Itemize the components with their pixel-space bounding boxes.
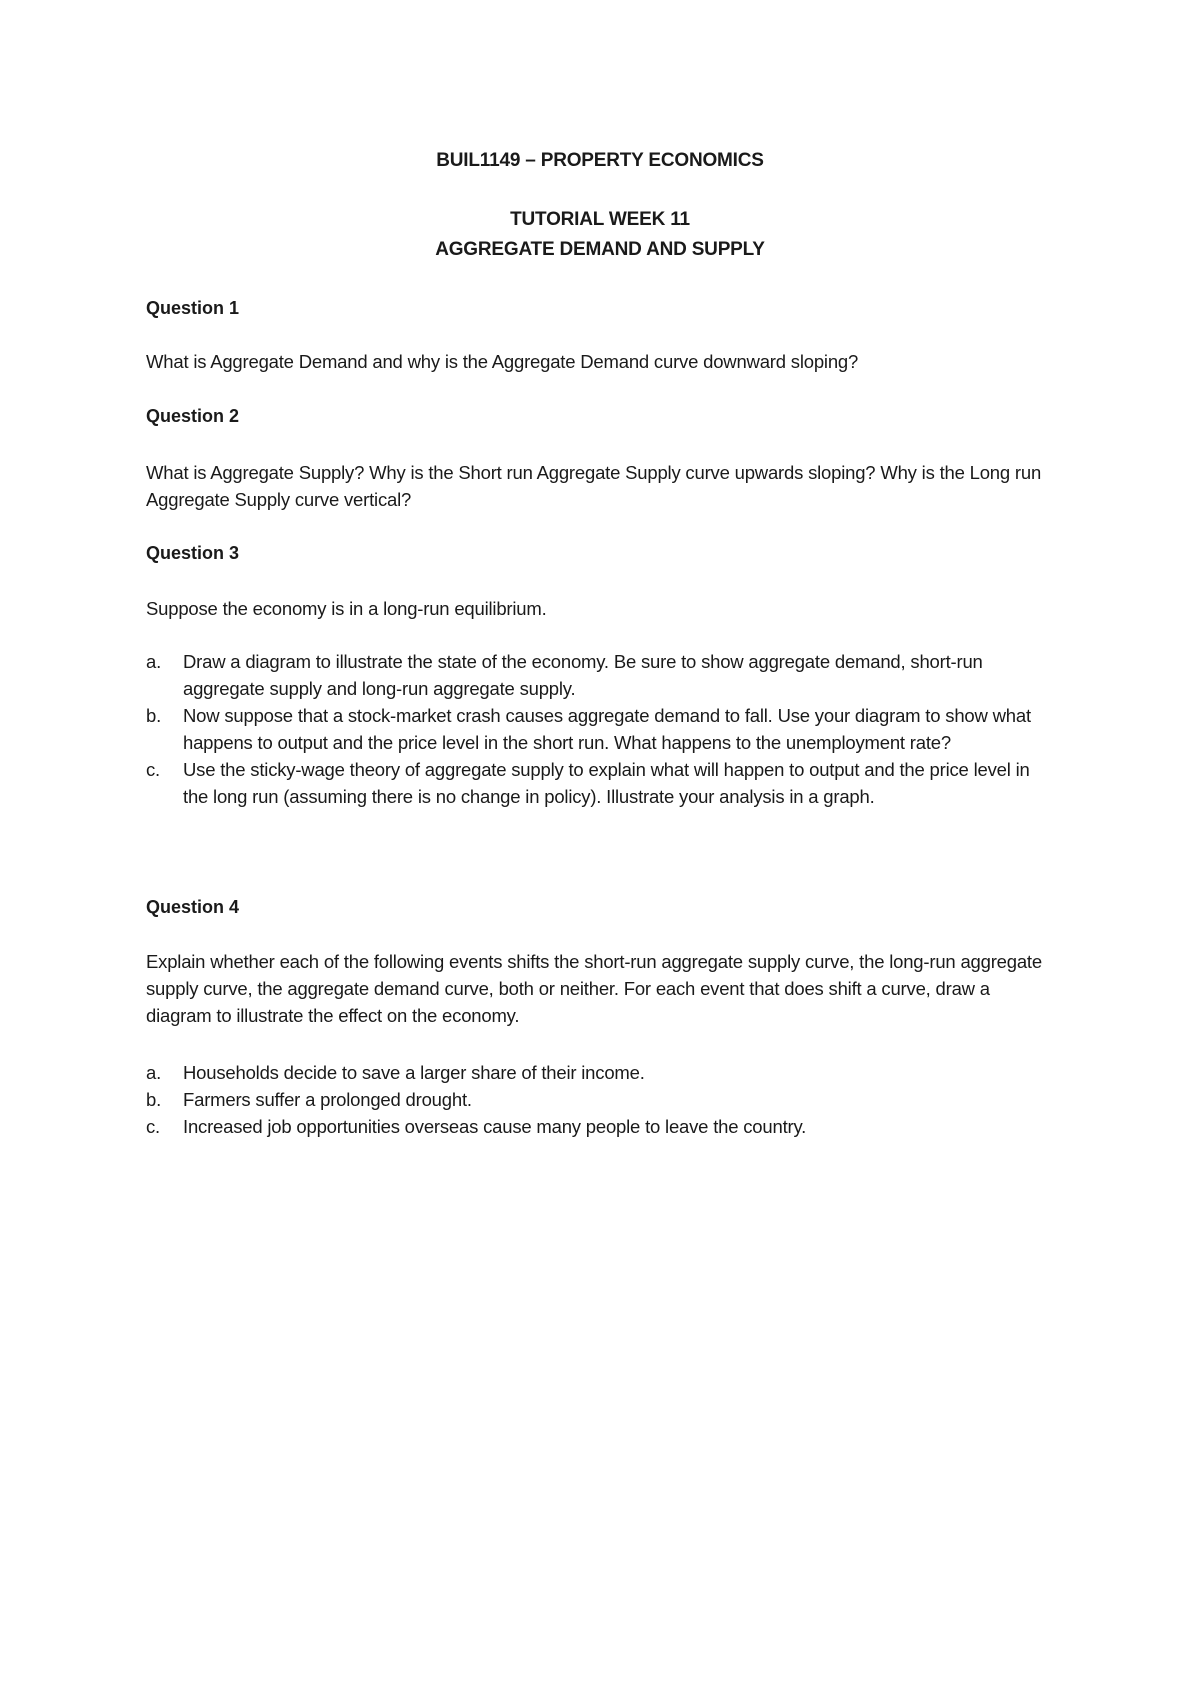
- question-4-text: Explain whether each of the following events shifts the short-run aggregate supply curve, the long-run aggregate supply curve, the aggregate demand curve, both or neither. For each event that does shift a curve, draw a diagram to illustrate the effect on the economy.: [146, 951, 1042, 1026]
- list-item-text: Households decide to save a larger share of their income.: [183, 1062, 645, 1083]
- list-item-text: Farmers suffer a prolonged drought.: [183, 1089, 472, 1110]
- list-marker: a.: [146, 1062, 162, 1083]
- list-item-text: Use the sticky-wage theory of aggregate supply to explain what will happen to output and the price level in the long run (assuming there is no change in policy). Illustrate your analysis in a graph.: [183, 759, 1030, 807]
- question-2-heading: Question 2: [146, 406, 240, 426]
- list-marker: b.: [146, 705, 162, 726]
- question-3-heading: Question 3: [146, 543, 240, 563]
- list-item-text: Draw a diagram to illustrate the state of the economy. Be sure to show aggregate demand, short-run aggregate supply and long-run aggregate supply.: [183, 651, 983, 699]
- list-marker: a.: [146, 651, 162, 672]
- list-item-text: Now suppose that a stock-market crash causes aggregate demand to fall. Use your diagram to show what happens to output and the price level in the short run. What happens to the unemployment rate?: [183, 705, 1031, 753]
- list-item: [146, 756, 1046, 810]
- topic-title: AGGREGATE DEMAND AND SUPPLY: [435, 239, 765, 260]
- list-marker: b.: [146, 1089, 162, 1110]
- list-item: [146, 1086, 1046, 1113]
- question-4-heading: Question 4: [146, 897, 240, 917]
- question-3-text: Suppose the economy is in a long-run equilibrium.: [146, 598, 547, 619]
- list-item: [146, 702, 1046, 756]
- course-title: BUIL1149 – PROPERTY ECONOMICS: [436, 150, 764, 171]
- list-marker: c.: [146, 1116, 160, 1137]
- question-1-text: What is Aggregate Demand and why is the Aggregate Demand curve downward sloping?: [146, 351, 859, 372]
- question-1-heading: Question 1: [146, 298, 240, 318]
- list-item: [146, 648, 1046, 702]
- list-item: [146, 1059, 1046, 1086]
- question-2-text: What is Aggregate Supply? Why is the Short run Aggregate Supply curve upwards sloping? Why is the Long run Aggregate Supply curve vertical?: [146, 462, 1042, 510]
- tutorial-title: TUTORIAL WEEK 11: [510, 209, 690, 230]
- list-item-text: Increased job opportunities overseas cause many people to leave the country.: [183, 1116, 807, 1137]
- question-4-list: [146, 1059, 1046, 1140]
- list-marker: c.: [146, 759, 160, 780]
- list-item: [146, 1113, 1046, 1140]
- question-3-list: [146, 648, 1046, 810]
